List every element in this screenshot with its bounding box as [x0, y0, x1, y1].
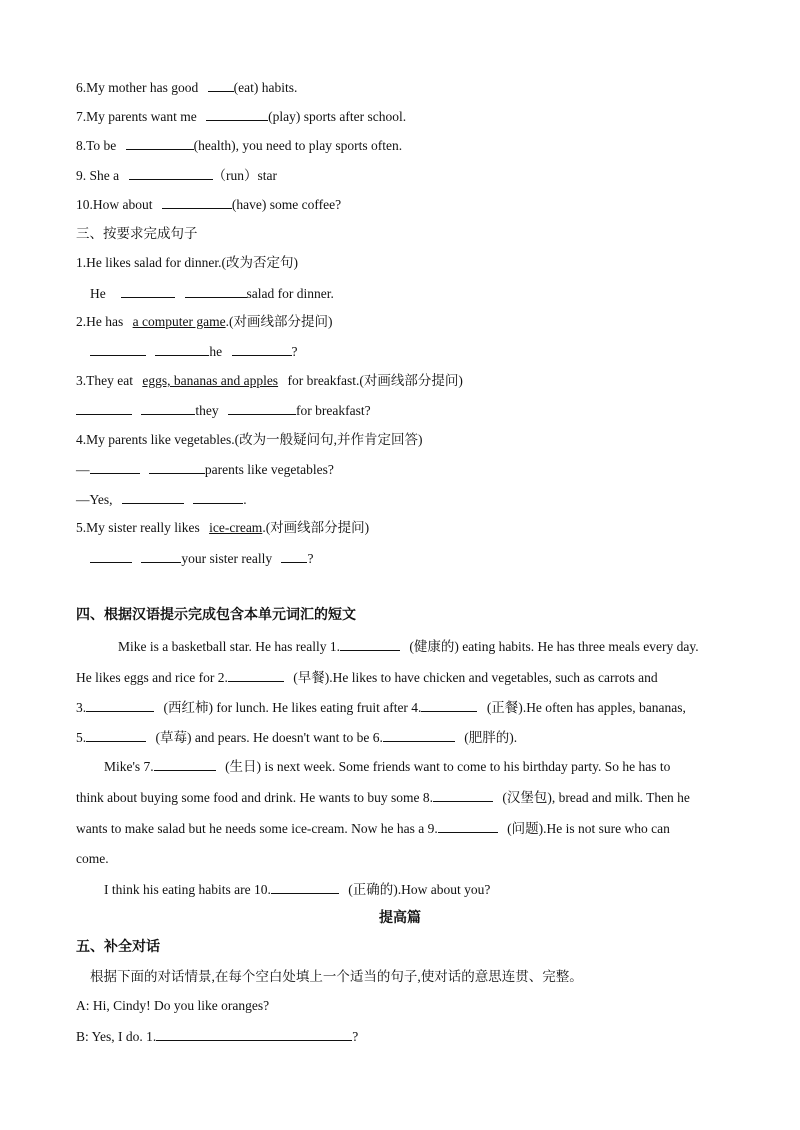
exercise-line-10: 10.How about (have) some coffee?: [76, 197, 342, 212]
dialogue-line-b1: B: Yes, I do. 1. ?: [76, 1029, 359, 1044]
passage-line-3: 3. (西红柿) for lunch. He likes eating fruit after 4. (正餐).He often has apples, bananas,: [76, 700, 686, 715]
answer-line-4b: —Yes, .: [76, 492, 247, 507]
answer-blank[interactable]: [228, 401, 296, 415]
question-2: 2.He has a computer game.(对画线部分提问): [76, 314, 333, 329]
question-1: 1.He likes salad for dinner.(改为否定句): [76, 255, 298, 270]
passage-line-7: wants to make salad but he needs some ice-cream. Now he has a 9. (问题).He is not sure who can: [76, 821, 670, 836]
passage-line-2: He likes eggs and rice for 2. (早餐).He likes to have chicken and vegetables, such as carrots and: [76, 670, 658, 685]
answer-line-2: he ?: [90, 342, 298, 361]
answer-blank[interactable]: [129, 166, 213, 180]
answer-blank[interactable]: [122, 490, 184, 504]
answer-blank[interactable]: [90, 460, 140, 474]
answer-blank[interactable]: [149, 460, 205, 474]
answer-blank[interactable]: [340, 637, 400, 651]
answer-blank[interactable]: [86, 728, 146, 742]
passage-line-4: 5. (草莓) and pears. He doesn't want to be 6. (肥胖的).: [76, 730, 518, 745]
answer-blank[interactable]: [121, 284, 175, 298]
answer-blank[interactable]: [206, 107, 268, 121]
answer-line-3: they for breakfast?: [76, 401, 371, 420]
passage-line-5: Mike's 7. (生日) is next week. Some friends want to come to his birthday party. So he has to: [104, 759, 671, 774]
exercise-line-6: 6.My mother has good (eat) habits.: [76, 80, 298, 95]
answer-blank[interactable]: [208, 78, 234, 92]
answer-blank[interactable]: [228, 668, 284, 682]
answer-line-1: He salad for dinner.: [90, 286, 334, 301]
question-5: 5.My sister really likes ice-cream.(对画线部分提问): [76, 520, 370, 535]
underlined-part: a computer game: [132, 314, 226, 329]
answer-blank[interactable]: [383, 728, 455, 742]
exercise-line-9: 9. She a （run）star: [76, 168, 277, 183]
underlined-part: ice-cream: [209, 520, 263, 535]
answer-blank[interactable]: [281, 549, 307, 563]
answer-line-4a: — parents like vegetables?: [76, 462, 334, 477]
passage-line-1: Mike is a basketball star. He has really 1. (健康的) eating habits. He has three meals every day.: [118, 639, 699, 654]
answer-blank[interactable]: [185, 284, 247, 298]
answer-blank[interactable]: [141, 401, 195, 415]
answer-line-5: your sister really ?: [90, 549, 313, 568]
level-title: 提高篇: [379, 911, 421, 926]
answer-blank[interactable]: [433, 788, 493, 802]
answer-blank[interactable]: [86, 698, 154, 712]
question-4: 4.My parents like vegetables.(改为一般疑问句,并作肯定回答): [76, 432, 423, 447]
answer-blank[interactable]: [193, 490, 243, 504]
answer-blank[interactable]: [162, 195, 232, 209]
answer-blank[interactable]: [421, 698, 477, 712]
answer-blank[interactable]: [438, 819, 498, 833]
answer-blank[interactable]: [141, 549, 181, 563]
section-5-title: 五、补全对话: [76, 940, 160, 955]
answer-blank[interactable]: [154, 757, 216, 771]
exercise-line-8: 8.To be (health), you need to play sports often.: [76, 138, 403, 153]
passage-line-9: I think his eating habits are 10. (正确的).How about you?: [104, 882, 491, 897]
section-3-title: 三、按要求完成句子: [76, 226, 198, 241]
section-5-instruction: 根据下面的对话情景,在每个空白处填上一个适当的句子,使对话的意思连贯、完整。: [90, 969, 583, 984]
answer-blank[interactable]: [232, 342, 292, 356]
answer-blank[interactable]: [156, 1027, 352, 1041]
underlined-part: eggs, bananas and apples: [142, 373, 279, 388]
section-4-title: 四、根据汉语提示完成包含本单元词汇的短文: [76, 608, 356, 623]
exercise-line-7: 7.My parents want me (play) sports after school.: [76, 109, 407, 124]
question-3: 3.They eat eggs, bananas and apples for breakfast.(对画线部分提问): [76, 373, 463, 388]
answer-blank[interactable]: [90, 549, 132, 563]
answer-blank[interactable]: [271, 880, 339, 894]
passage-line-6: think about buying some food and drink. He wants to buy some 8. (汉堡包), bread and milk. Then he: [76, 790, 690, 805]
passage-line-8: come.: [76, 851, 109, 866]
dialogue-line-a1: A: Hi, Cindy! Do you like oranges?: [76, 998, 270, 1013]
answer-blank[interactable]: [76, 401, 132, 415]
answer-blank[interactable]: [155, 342, 209, 356]
answer-blank[interactable]: [90, 342, 146, 356]
answer-blank[interactable]: [126, 136, 194, 150]
